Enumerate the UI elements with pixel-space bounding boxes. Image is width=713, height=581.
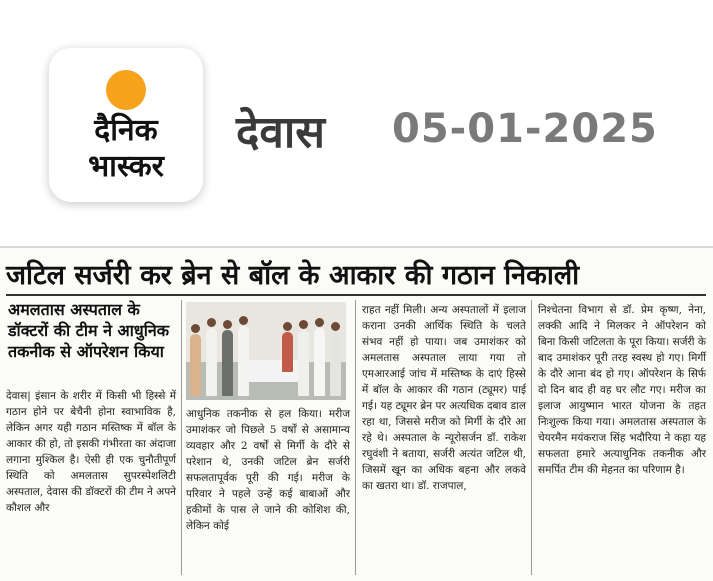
column-divider <box>181 300 182 575</box>
article-column-4 <box>538 302 706 478</box>
divider <box>0 246 713 248</box>
article-paragraph: राहत नहीं मिली। अन्य अस्पतालों में इलाज कराना उनकी आर्थिक स्थिति के चलते संभव नहीं हो पाया। जब उमाशंकर को अमलतास अस्पताल लाया गया तो एमआरआई जांच में मस्तिष्क के दाएं हिस्से में बॉल के आकार की गठान (ट्यूमर) पाई गई। यह ट्यूमर ब्रेन पर अत्यधिक दबाव डाल रहा था, जिससे मरीज को मिर्गी के दौरे आ रहे थे। अस्पताल के न्यूरोसर्जन डॉ. राकेश रघुवंशी ने बताया, सर्जरी अत्यंत जटिल थी, जिसमें खून का अधिक बहना और लकवे का खतरा था। डॉ. राजपाल, <box>362 304 526 492</box>
column-divider <box>531 300 532 575</box>
news-photo <box>186 302 346 400</box>
headline-divider <box>6 294 706 296</box>
date-label: 05-01-2025 <box>392 106 658 152</box>
logo-text-line1: दैनिक <box>94 113 158 148</box>
sun-icon <box>106 70 146 110</box>
logo-text-line2: भास्कर <box>88 149 164 184</box>
article-paragraph: आधुनिक तकनीक से हल किया। मरीज उमाशंकर जो पिछले 5 वर्षों से असामान्य व्यवहार और 2 वर्षों से मिर्गी के दौरे से परेशान थे, उनकी जटिल ब्रेन सर्जरी सफलतापूर्वक पूरी की गई। मरीज के परिवार ने पहले उन्हें कई बाबाओं और हकीमों के पास ले जाने की कोशिश की, लेकिन कोई <box>186 408 350 532</box>
article-column-3 <box>362 302 526 494</box>
city-label: देवास <box>236 107 325 158</box>
article-paragraph: देवास| इंसान के शरीर में किसी भी हिस्से में गठान होने पर बेचैनी होना स्वाभाविक है, लेकिन अगर यही गठान मस्तिष्क में बॉल के आकार की हो, तो इसकी गंभीरता का अंदाजा लगाना मुश्किल है। ऐसी ही एक चुनौतीपूर्ण स्थिति को अमलतास सुपरस्पेशलिटी अस्पताल, देवास की डॉक्टरों की टीम ने अपने कौशल और <box>6 390 176 514</box>
dainik-bhaskar-logo <box>49 48 203 202</box>
article-subhead: अमलतास अस्पताल के डॉक्टरों की टीम ने आधुनिक तकनीक से ऑपरेशन किया <box>8 300 170 361</box>
column-divider <box>355 300 356 575</box>
article-column-1 <box>6 388 176 516</box>
article-column-2 <box>186 406 350 534</box>
article-headline: जटिल सर्जरी कर ब्रेन से बॉल के आकार की गठान निकाली <box>6 260 580 291</box>
article-paragraph: निश्चेतना विभाग से डॉ. प्रेम कृष्ण, नेना, लक्की आदि ने मिलकर ने ऑपरेशन को बिना किसी जटिलता के पूरा किया। सर्जरी के बाद उमाशंकर पूरी तरह स्वस्थ हो गए। मिर्गी के दौरे आना बंद हो गए। ऑपरेशन के सिर्फ दो दिन बाद ही वह घर लौट गए। मरीज का इलाज आयुष्मान भारत योजना के तहत निःशुल्क किया गया। अमलतास अस्पताल के चेयरमैन मयंकराज सिंह भदौरिया ने कहा यह सफलता हमारे अत्याधुनिक तकनीक और समर्पित टीम की मेहनत का परिणाम है। <box>538 304 706 476</box>
